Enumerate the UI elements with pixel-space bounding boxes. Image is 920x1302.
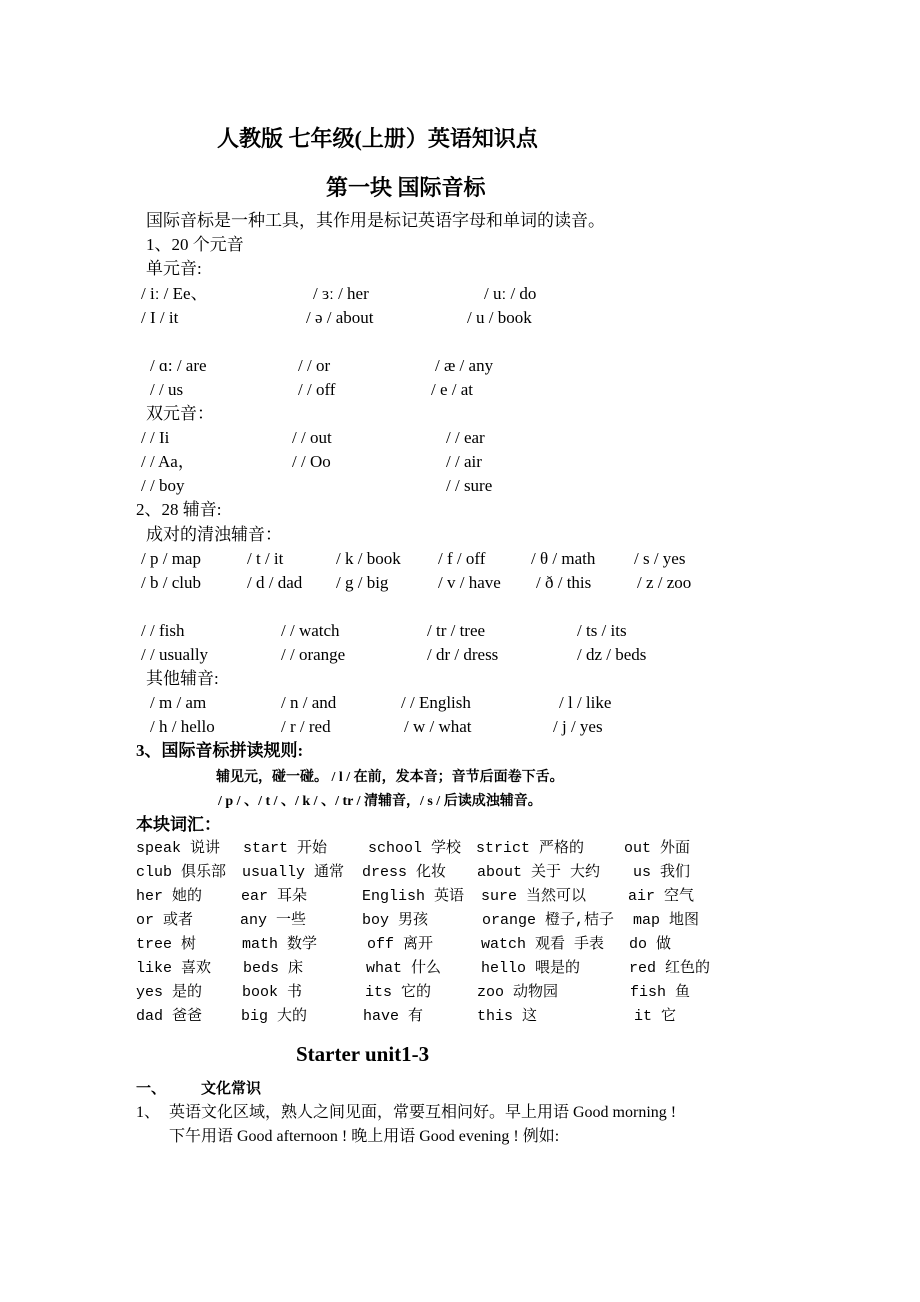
item-text: 英语文化区域，熟人之间见面，常要互相问好。早上用语 Good morning ! — [169, 1104, 677, 1121]
phonetic-item: / v / have — [438, 573, 501, 592]
phonetic-item: / s / yes — [634, 549, 686, 568]
phonetic-item: / / Aa， — [141, 452, 195, 471]
vocab-item: sure 当然可以 — [481, 888, 587, 905]
vocab-item: ear 耳朵 — [241, 888, 308, 905]
subsection-index: 一、 — [136, 1081, 167, 1097]
phonetic-item: / z / zoo — [637, 573, 692, 592]
phonetic-item: / g / big — [336, 573, 389, 592]
phonetic-item: / t / it — [247, 549, 284, 568]
vocab-item: her 她的 — [136, 888, 203, 905]
vocab-item: big 大的 — [241, 1008, 308, 1025]
vocab-item: club 俱乐部 — [136, 864, 227, 881]
phonetic-item: / ts / its — [577, 621, 627, 640]
vocab-item: start 开始 — [243, 840, 328, 857]
phonetic-item: / k / book — [336, 549, 401, 568]
vocab-item: its 它的 — [365, 984, 432, 1001]
phonetic-item: / / out — [292, 428, 332, 447]
phonetic-item: / I / it — [141, 308, 179, 327]
vocab-item: us 我们 — [633, 864, 691, 881]
rule-line-2: / p / 、/ t / 、/ k / 、/ tr / 清辅音，/ s / 后读成浊辅音。 — [218, 794, 542, 809]
phonetic-item: / / fish — [141, 621, 185, 640]
phonetic-item: / dz / beds — [577, 645, 647, 664]
phonetic-item: / dr / dress — [427, 645, 499, 664]
phonetic-item: / / sure — [446, 476, 493, 495]
vocab-item: hello 喂是的 — [481, 960, 581, 977]
phonetic-item: / iː / Ee、 — [141, 284, 208, 303]
phonetic-item: / uː / do — [484, 284, 537, 303]
phonetic-item: / b / club — [141, 573, 201, 592]
intro-text: 国际音标是一种工具，其作用是标记英语字母和单词的读音。 — [146, 211, 605, 230]
phonetic-item: / ə / about — [306, 308, 374, 327]
phonetic-item: / w / what — [404, 717, 472, 736]
vocab-item: out 外面 — [624, 840, 691, 857]
paragraph-item-1-cont: 下午用语 Good afternoon ! 晚上用语 Good evening ! 例如: — [169, 1128, 560, 1145]
phonetic-item: / u / book — [467, 308, 532, 327]
vocab-item: red 红色的 — [629, 960, 711, 977]
vocab-item: like 喜欢 — [136, 960, 212, 977]
phonetic-item: / ð / this — [536, 573, 592, 592]
vocab-item: yes 是的 — [136, 984, 203, 1001]
phonetic-item: / / Oo — [292, 452, 331, 471]
vocab-item: tree 树 — [136, 936, 197, 953]
phonetic-item: / æ / any — [435, 356, 494, 375]
phonetic-item: / p / map — [141, 549, 201, 568]
consonants-heading: 2、28 辅音: — [136, 500, 222, 519]
vocab-item: beds 床 — [243, 960, 304, 977]
phonetic-item: / e / at — [431, 380, 474, 399]
phonetic-item: / / off — [298, 380, 336, 399]
phonetic-item: / ɜː / her — [313, 284, 369, 303]
vocab-item: zoo 动物园 — [477, 984, 559, 1001]
vocab-item: any 一些 — [240, 912, 307, 929]
rule-line-1: 辅见元，碰一碰。 / l / 在前，发本音；音节后面卷下舌。 — [216, 770, 564, 785]
phonetic-item: / d / dad — [247, 573, 303, 592]
section-heading-starter: Starter unit1-3 — [296, 1042, 430, 1066]
vocab-item: school 学校 — [368, 840, 462, 857]
vocab-heading: 本块词汇： — [136, 815, 221, 834]
phonetic-item: / / Ii — [141, 428, 170, 447]
vocab-item: do 做 — [629, 936, 672, 953]
phonetic-item: / / usually — [141, 645, 209, 664]
paired-consonants-label: 成对的清浊辅音： — [146, 525, 282, 544]
phonetic-item: / / us — [150, 380, 184, 399]
vocab-item: fish 鱼 — [630, 984, 691, 1001]
vocab-item: boy 男孩 — [362, 912, 429, 929]
phonetic-item: / m / am — [150, 693, 207, 712]
phonetic-item: / / or — [298, 356, 331, 375]
subsection-title: 文化常识 — [201, 1081, 262, 1097]
phonetic-item: / r / red — [281, 717, 331, 736]
phonetic-item: / tr / tree — [427, 621, 486, 640]
phonetic-item: / θ / math — [531, 549, 596, 568]
phonetic-item: / n / and — [281, 693, 337, 712]
vocab-item: dad 爸爸 — [136, 1008, 203, 1025]
vocab-item: book 书 — [242, 984, 303, 1001]
vocab-item: off 离开 — [367, 936, 434, 953]
section-heading-phonetics: 第一块 国际音标 — [326, 175, 486, 200]
vocab-item: English 英语 — [362, 888, 465, 905]
vocab-item: about 关于 大约 — [477, 864, 601, 881]
vocab-item: have 有 — [363, 1008, 424, 1025]
phonetic-item: / / orange — [281, 645, 346, 664]
vocab-item: map 地图 — [633, 912, 700, 929]
vocab-item: watch 观看 手表 — [481, 936, 605, 953]
vocab-item: orange 橙子,桔子 — [482, 912, 615, 929]
phonetic-item: / / ear — [446, 428, 485, 447]
phonetic-item: / / watch — [281, 621, 340, 640]
phonetic-item: / / English — [401, 693, 471, 712]
vocab-item: math 数学 — [242, 936, 318, 953]
vocab-item: dress 化妆 — [362, 864, 447, 881]
diphthongs-label: 双元音： — [146, 404, 214, 423]
monophthongs-label: 单元音: — [146, 259, 202, 278]
other-consonants-label: 其他辅音: — [146, 669, 219, 688]
vocab-item: usually 通常 — [242, 864, 345, 881]
phonetic-item: / ɑ: / are — [150, 356, 207, 375]
vocab-item: air 空气 — [628, 888, 695, 905]
phonetic-item: / j / yes — [553, 717, 603, 736]
vocab-item: speak 说讲 — [136, 840, 221, 857]
vowels-heading: 1、20 个元音 — [146, 235, 244, 254]
rules-heading: 3、国际音标拼读规则: — [136, 741, 304, 760]
phonetic-item: / h / hello — [150, 717, 215, 736]
phonetic-item: / / boy — [141, 476, 185, 495]
page-title: 人教版 七年级(上册）英语知识点 — [217, 126, 538, 151]
vocab-item: this 这 — [477, 1008, 538, 1025]
phonetic-item: / / air — [446, 452, 482, 471]
item-index: 1、 — [136, 1104, 161, 1121]
vocab-item: it 它 — [634, 1008, 677, 1025]
vocab-item: strict 严格的 — [476, 840, 585, 857]
phonetic-item: / f / off — [438, 549, 486, 568]
vocab-item: or 或者 — [136, 912, 194, 929]
vocab-item: what 什么 — [366, 960, 442, 977]
phonetic-item: / l / like — [559, 693, 612, 712]
